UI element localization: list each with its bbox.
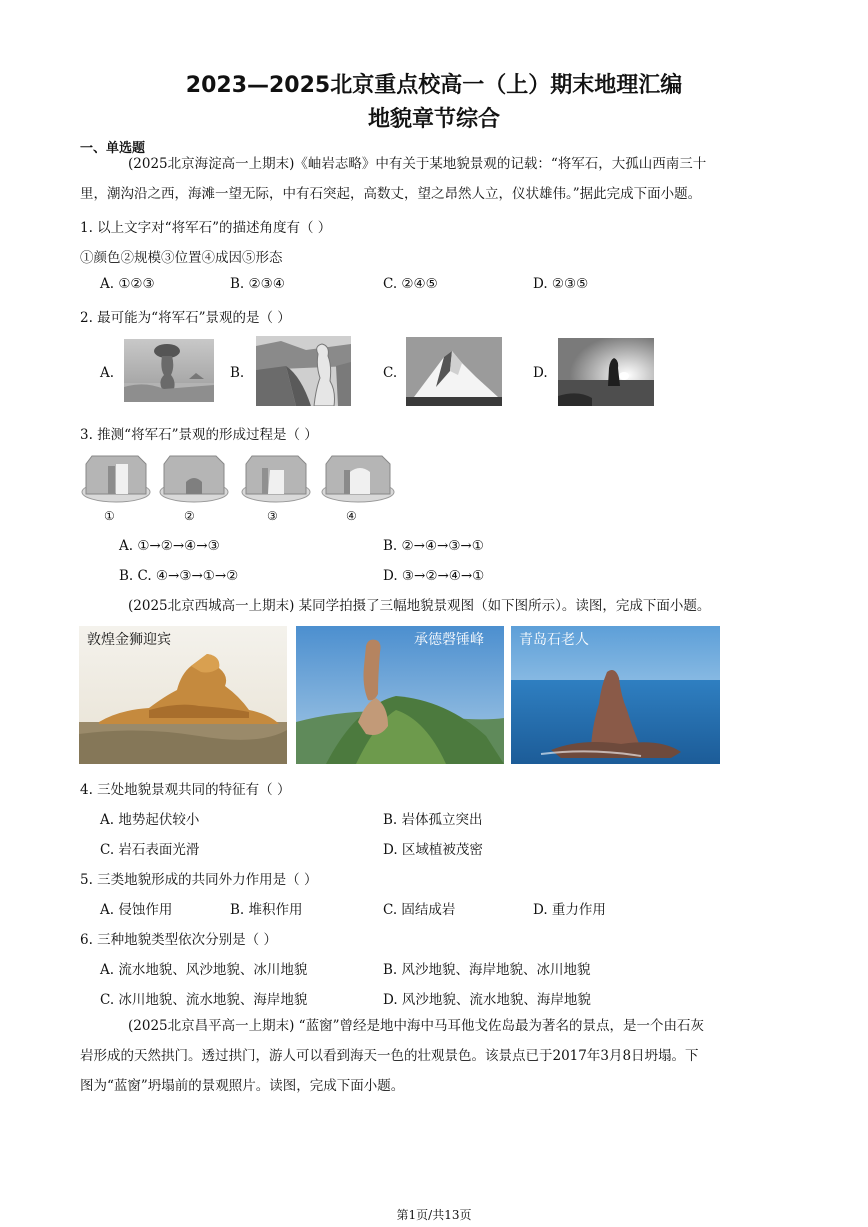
q3-diagram-4 bbox=[320, 452, 396, 504]
q1-stem: 1. 以上文字对“将军石”的描述角度有（ ） bbox=[80, 220, 332, 236]
q1-option-c: C. ②④⑤ bbox=[383, 276, 438, 292]
q2-image-c-snow-peak bbox=[406, 337, 502, 406]
q3-diagram-label-3: ③ bbox=[267, 509, 278, 523]
q6-option-c: C. 冰川地貌、流水地貌、海岸地貌 bbox=[100, 992, 308, 1008]
q5-stem: 5. 三类地貌形成的共同外力作用是（ ） bbox=[80, 872, 318, 888]
q4-stem: 4. 三处地貌景观共同的特征有（ ） bbox=[80, 782, 291, 798]
q2-label-b: B. bbox=[230, 365, 245, 381]
passage2: (2025北京西城高一上期末) 某同学拍摄了三幅地貌景观图（如下图所示）。读图，完成下面小题。 bbox=[128, 598, 711, 614]
q5-option-d: D. 重力作用 bbox=[533, 902, 606, 918]
q3-diagram-2 bbox=[158, 452, 230, 504]
passage1-line1: (2025北京海淀高一上期末)《岫岩志略》中有关于某地貌景观的记载：“将军石，大孤山西南三十 bbox=[128, 156, 707, 172]
page-subtitle: 地貌章节综合 bbox=[367, 107, 500, 132]
q6-option-d: D. 风沙地貌、流水地貌、海岸地貌 bbox=[383, 992, 591, 1008]
q2-label-d: D. bbox=[533, 365, 548, 381]
caption-dunhuang: 敦煌金狮迎宾 bbox=[87, 632, 171, 648]
page-title: 2023—2025北京重点校高一（上）期末地理汇编 bbox=[185, 73, 683, 98]
q2-image-a-mushroom-rock bbox=[124, 339, 214, 402]
q4-option-d: D. 区域植被茂密 bbox=[383, 842, 483, 858]
passage3-line2: 岩形成的天然拱门。透过拱门，游人可以看到海天一色的壮观景色。该景点已于2017年3月8日坍塌。下 bbox=[80, 1048, 699, 1064]
photo-chengde bbox=[296, 626, 504, 764]
q5-option-b: B. 堆积作用 bbox=[230, 902, 303, 918]
q3-option-d: D. ③→②→④→① bbox=[383, 568, 485, 584]
q1-option-d: D. ②③⑤ bbox=[533, 276, 589, 292]
q3-option-b: B. ②→④→③→① bbox=[383, 538, 484, 554]
q3-stem: 3. 推测“将军石”景观的形成过程是（ ） bbox=[80, 427, 318, 443]
q2-stem: 2. 最可能为“将军石”景观的是（ ） bbox=[80, 310, 291, 326]
passage1-line2: 里，潮沟沿之西，海滩一望无际，中有石突起，高数丈，望之昂然人立，仪状雄伟。”据此完成下面小题。 bbox=[80, 186, 702, 202]
q5-option-c: C. 固结成岩 bbox=[383, 902, 456, 918]
q6-option-a: A. 流水地貌、风沙地貌、冰川地貌 bbox=[100, 962, 308, 978]
photo-qingdao bbox=[511, 626, 720, 764]
passage3-line3: 图为“蓝窗”坍塌前的景观照片。读图，完成下面小题。 bbox=[80, 1078, 405, 1094]
page-footer: 第1页/共13页 bbox=[396, 1208, 472, 1222]
q2-image-d-sea-stack bbox=[558, 338, 654, 406]
q3-diagram-label-4: ④ bbox=[346, 509, 357, 523]
photo-dunhuang bbox=[79, 626, 287, 764]
q3-option-a: A. ①→②→④→③ bbox=[119, 538, 220, 554]
q4-option-c: C. 岩石表面光滑 bbox=[100, 842, 200, 858]
q6-option-b: B. 风沙地貌、海岸地貌、冰川地貌 bbox=[383, 962, 591, 978]
q1-option-a: A. ①②③ bbox=[100, 276, 155, 292]
q1-option-b: B. ②③④ bbox=[230, 276, 285, 292]
q3-diagram-label-2: ② bbox=[184, 509, 195, 523]
caption-chengde: 承德磬锤峰 bbox=[414, 632, 484, 648]
caption-qingdao: 青岛石老人 bbox=[519, 632, 589, 648]
q3-diagram-3 bbox=[240, 452, 312, 504]
q6-stem: 6. 三种地貌类型依次分别是（ ） bbox=[80, 932, 277, 948]
q3-option-c: B. C. ④→③→①→② bbox=[119, 568, 239, 584]
q2-label-a: A. bbox=[100, 365, 115, 381]
q2-label-c: C. bbox=[383, 365, 398, 381]
q2-image-b-rock-pillar-valley bbox=[256, 336, 351, 406]
q5-option-a: A. 侵蚀作用 bbox=[100, 902, 173, 918]
q3-diagram-1 bbox=[80, 452, 152, 504]
q4-option-a: A. 地势起伏较小 bbox=[100, 812, 200, 828]
section-heading: 一、单选题 bbox=[80, 141, 146, 156]
q1-items: ①颜色②规模③位置④成因⑤形态 bbox=[80, 250, 283, 266]
q3-diagram-label-1: ① bbox=[104, 509, 115, 523]
passage3-line1: (2025北京昌平高一上期末) “蓝窗”曾经是地中海中马耳他戈佐岛最为著名的景点，是一个由石灰 bbox=[128, 1018, 704, 1034]
q4-option-b: B. 岩体孤立突出 bbox=[383, 812, 483, 828]
